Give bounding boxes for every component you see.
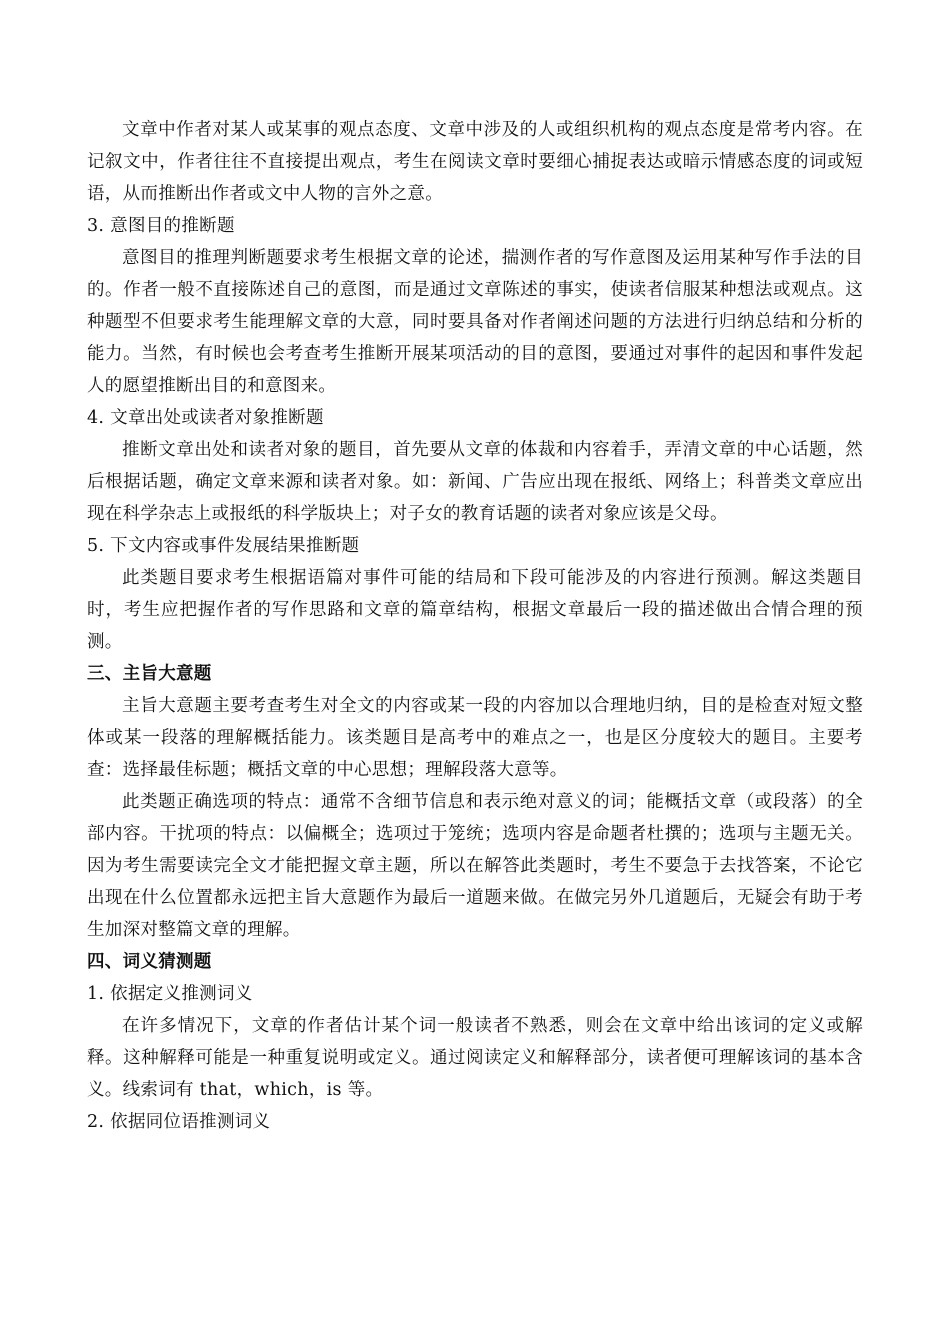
paragraph-intent-purpose: 意图目的推理判断题要求考生根据文章的论述，揣测作者的写作意图及运用某种写作手法的目的。作者一般不直接陈述自己的意图，而是通过文章陈述的事实，使读者信服某种想法或观点。这种题型不但要求考生能理解文章的大意，同时要具备对作者阐述问题的方法进行归纳总结和分析的能力。当然，有时候也会考查考生推断开展某项活动的目的意图，要通过对事件的起因和事件发起人的愿望推断出目的和意图来。: [87, 248, 863, 396]
heading-following-content: 5. 下文内容或事件发展结果推断题: [87, 536, 360, 556]
paragraph-main-idea-2: 此类题正确选项的特点：通常不含细节信息和表示绝对意义的词；能概括文章（或段落）的全部内容。干扰项的特点：以偏概全；选项过于笼统；选项内容是命题者杜撰的；选项与主题无关。因为考生需要读完全文才能把握文章主题，所以在解答此类题时，考生不要急于去找答案，不论它出现在什么位置都永远把主旨大意题作为最后一道题来做。在做完另外几道题后，无疑会有助于考生加深对整篇文章的理解。: [87, 792, 863, 940]
heading-definition: 1. 依据定义推测词义: [87, 984, 253, 1004]
paragraph-source-audience: 推断文章出处和读者对象的题目，首先要从文章的体裁和内容着手，弄清文章的中心话题，然后根据话题，确定文章来源和读者对象。如：新闻、广告应出现在报纸、网络上；科普类文章应出现在科学杂志上或报纸的科学版块上；对子女的教育话题的读者对象应该是父母。: [87, 440, 863, 524]
heading-source-audience: 4. 文章出处或读者对象推断题: [87, 408, 324, 428]
paragraph-following-content: 此类题目要求考生根据语篇对事件可能的结局和下段可能涉及的内容进行预测。解这类题目时，考生应把握作者的写作思路和文章的篇章结构，根据文章最后一段的描述做出合情合理的预测。: [87, 568, 863, 652]
heading-intent-purpose: 3. 意图目的推断题: [87, 216, 235, 236]
paragraph-definition: 在许多情况下，文章的作者估计某个词一般读者不熟悉，则会在文章中给出该词的定义或解释。这种解释可能是一种重复说明或定义。通过阅读定义和解释部分，读者便可理解该词的基本含义。线索词有 that，which，is 等。: [87, 1016, 863, 1100]
document-body: [87, 114, 863, 1138]
heading-appositive: 2. 依据同位语推测词义: [87, 1112, 271, 1132]
section-heading-word-meaning: 四、词义猜测题: [87, 952, 212, 972]
paragraph-main-idea-1: 主旨大意题主要考查考生对全文的内容或某一段的内容加以合理地归纳，目的是检查对短文整体或某一段落的理解概括能力。该类题目是高考中的难点之一，也是区分度较大的题目。主要考查：选择最佳标题；概括文章的中心思想；理解段落大意等。: [87, 696, 863, 780]
paragraph-attitude: 文章中作者对某人或某事的观点态度、文章中涉及的人或组织机构的观点态度是常考内容。在记叙文中，作者往往不直接提出观点，考生在阅读文章时要细心捕捉表达或暗示情感态度的词或短语，从而推断出作者或文中人物的言外之意。: [87, 120, 863, 204]
section-heading-main-idea: 三、主旨大意题: [87, 664, 212, 684]
